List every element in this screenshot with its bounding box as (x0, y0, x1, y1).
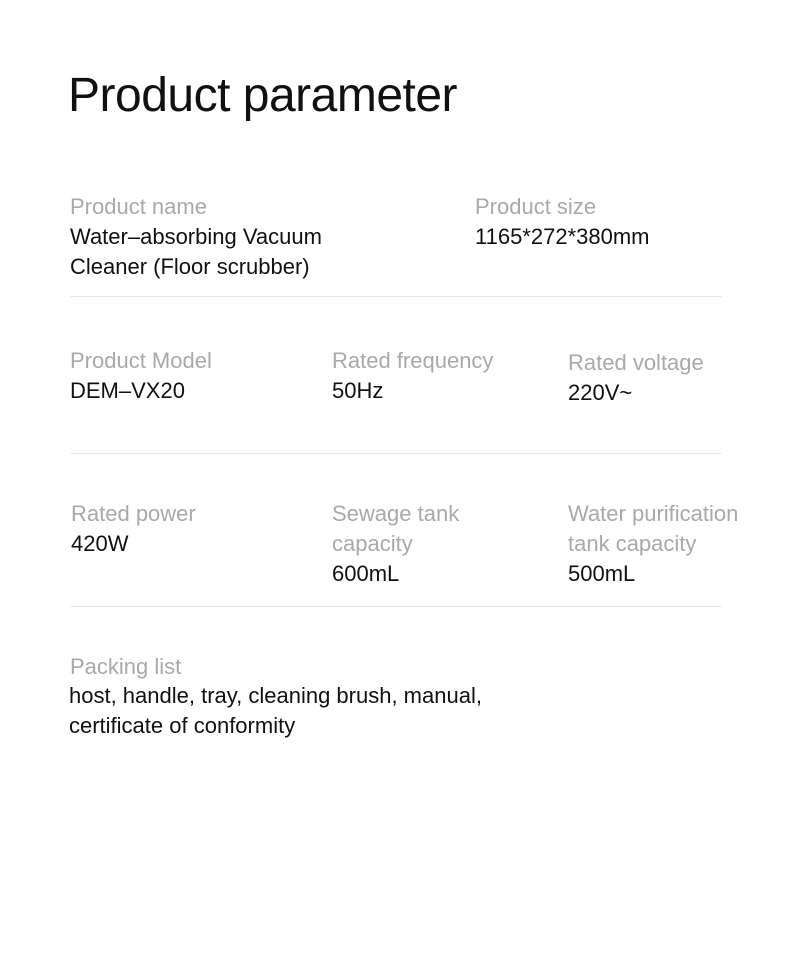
product-size-label: Product size (475, 194, 597, 219)
product-name-value: Water–absorbing Vacuum Cleaner (Floor scrubber) (70, 224, 322, 279)
product-model-label: Product Model (70, 348, 212, 373)
field-water-purification-tank-capacity (568, 499, 738, 589)
rated-voltage-value: 220V~ (568, 380, 633, 405)
rated-power-value: 420W (71, 531, 129, 556)
product-name-label: Product name (70, 194, 207, 219)
divider-2 (70, 453, 722, 454)
product-model-value: DEM–VX20 (70, 378, 185, 403)
field-packing-list (69, 652, 482, 741)
field-product-size (475, 192, 650, 252)
product-size-value: 1165*272*380mm (475, 224, 650, 249)
field-rated-voltage (568, 348, 704, 408)
page-title: Product parameter (68, 69, 458, 122)
divider-3 (70, 606, 722, 607)
field-product-name (70, 192, 322, 282)
sewage-tank-capacity-value: 600mL (332, 561, 400, 586)
packing-list-value: host, handle, tray, cleaning brush, manual, certificate of conformity (69, 683, 482, 738)
field-rated-power (71, 499, 196, 559)
divider-1 (70, 296, 722, 297)
rated-frequency-value: 50Hz (332, 378, 384, 403)
rated-power-label: Rated power (71, 501, 196, 526)
rated-frequency-label: Rated frequency (332, 348, 494, 373)
water-purification-tank-capacity-label: Water purification tank capacity (568, 501, 739, 556)
sewage-tank-capacity-label: Sewage tank capacity (332, 501, 460, 556)
packing-list-label: Packing list (70, 654, 182, 679)
field-rated-frequency (332, 346, 493, 406)
rated-voltage-label: Rated voltage (568, 350, 704, 375)
field-product-model (70, 346, 212, 406)
water-purification-tank-capacity-value: 500mL (568, 561, 636, 586)
field-sewage-tank-capacity (332, 499, 459, 589)
